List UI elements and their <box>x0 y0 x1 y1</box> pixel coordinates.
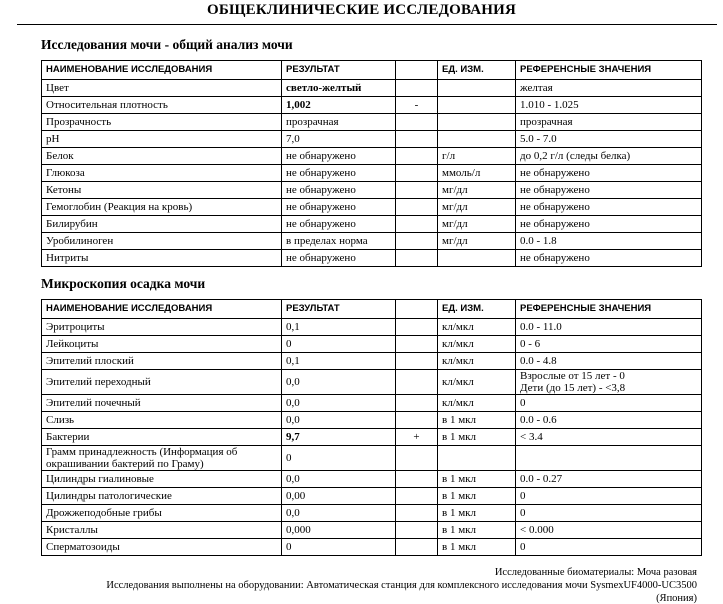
cell-name: Эпителий переходный <box>42 370 282 395</box>
cell-name: Нитриты <box>42 250 282 267</box>
table-row <box>42 165 702 182</box>
cell-ref: 0 <box>516 505 702 522</box>
header-name: НАИМЕНОВАНИЕ ИССЛЕДОВАНИЯ <box>42 300 282 319</box>
cell-ref: 0.0 - 1.8 <box>516 233 702 250</box>
cell-unit <box>438 80 516 97</box>
table-row <box>42 488 702 505</box>
table-row <box>42 182 702 199</box>
cell-unit: в 1 мкл <box>438 505 516 522</box>
cell-flag <box>396 353 438 370</box>
cell-unit <box>438 131 516 148</box>
table-row <box>42 505 702 522</box>
cell-ref: Взрослые от 15 лет - 0 Дети (до 15 лет) - <3,8 <box>516 370 702 395</box>
cell-name: Слизь <box>42 412 282 429</box>
cell-unit: мг/дл <box>438 182 516 199</box>
table-row <box>42 522 702 539</box>
cell-name: Кристаллы <box>42 522 282 539</box>
cell-flag <box>396 199 438 216</box>
cell-flag <box>396 250 438 267</box>
table-row <box>42 199 702 216</box>
header-ref: РЕФЕРЕНСНЫЕ ЗНАЧЕНИЯ <box>516 61 702 80</box>
cell-unit: мг/дл <box>438 216 516 233</box>
table-row <box>42 319 702 336</box>
table-row <box>42 336 702 353</box>
cell-name: Относительная плотность <box>42 97 282 114</box>
cell-result: светло-желтый <box>282 80 396 97</box>
cell-flag <box>396 471 438 488</box>
cell-name: Сперматозоиды <box>42 539 282 556</box>
cell-unit: ммоль/л <box>438 165 516 182</box>
cell-result: не обнаружено <box>282 165 396 182</box>
header-result: РЕЗУЛЬТАТ <box>282 300 396 319</box>
cell-name: Лейкоциты <box>42 336 282 353</box>
cell-ref: 1.010 - 1.025 <box>516 97 702 114</box>
cell-name: Эпителий плоский <box>42 353 282 370</box>
cell-flag <box>396 182 438 199</box>
cell-flag <box>396 80 438 97</box>
cell-ref: 0.0 - 11.0 <box>516 319 702 336</box>
cell-flag <box>396 165 438 182</box>
cell-name: Цилиндры гиалиновые <box>42 471 282 488</box>
cell-unit: кл/мкл <box>438 336 516 353</box>
cell-unit: мг/дл <box>438 199 516 216</box>
cell-flag <box>396 131 438 148</box>
cell-result: не обнаружено <box>282 199 396 216</box>
cell-ref: не обнаружено <box>516 165 702 182</box>
urinalysis-table <box>41 60 702 267</box>
page-title: ОБЩЕКЛИНИЧЕСКИЕ ИССЛЕДОВАНИЯ <box>206 2 517 18</box>
cell-ref: до 0,2 г/л (следы белка) <box>516 148 702 165</box>
cell-ref: 0 - 6 <box>516 336 702 353</box>
cell-name: Эритроциты <box>42 319 282 336</box>
cell-result: 0,1 <box>282 353 396 370</box>
table-header-row <box>42 300 702 319</box>
header-result: РЕЗУЛЬТАТ <box>282 61 396 80</box>
cell-unit: г/л <box>438 148 516 165</box>
cell-flag <box>396 505 438 522</box>
table-row <box>42 370 702 395</box>
table-row <box>42 429 702 446</box>
cell-unit: в 1 мкл <box>438 488 516 505</box>
cell-ref: прозрачная <box>516 114 702 131</box>
cell-result: 0,0 <box>282 370 396 395</box>
cell-unit <box>438 114 516 131</box>
cell-unit <box>438 250 516 267</box>
header-name: НАИМЕНОВАНИЕ ИССЛЕДОВАНИЯ <box>42 61 282 80</box>
footer-equipment: Исследования выполнены на оборудовании: Автоматическая станция для комплексного исследования мочи SysmexUF4000-UC3500 <box>106 580 697 591</box>
cell-flag: - <box>396 97 438 114</box>
header-flag <box>396 61 438 80</box>
table-row <box>42 353 702 370</box>
table-row <box>42 148 702 165</box>
cell-result: 7,0 <box>282 131 396 148</box>
cell-result: не обнаружено <box>282 250 396 267</box>
cell-ref: 0.0 - 4.8 <box>516 353 702 370</box>
cell-ref: 0 <box>516 488 702 505</box>
cell-name: Билирубин <box>42 216 282 233</box>
cell-result: 0,000 <box>282 522 396 539</box>
cell-result: 0,0 <box>282 395 396 412</box>
footer-country: (Япония) <box>656 593 697 604</box>
section-title-microscopy: Микроскопия осадка мочи <box>41 276 206 291</box>
cell-ref: желтая <box>516 80 702 97</box>
cell-result: не обнаружено <box>282 182 396 199</box>
cell-flag <box>396 114 438 131</box>
cell-result: 0,1 <box>282 319 396 336</box>
table-row <box>42 539 702 556</box>
table-row <box>42 233 702 250</box>
cell-unit: в 1 мкл <box>438 471 516 488</box>
cell-flag <box>396 319 438 336</box>
header-unit: ЕД. ИЗМ. <box>438 61 516 80</box>
cell-name: Уробилиноген <box>42 233 282 250</box>
cell-result: 9,7 <box>282 429 396 446</box>
cell-unit: кл/мкл <box>438 353 516 370</box>
cell-flag: + <box>396 429 438 446</box>
header-unit: ЕД. ИЗМ. <box>438 300 516 319</box>
cell-result: 0,00 <box>282 488 396 505</box>
cell-result: не обнаружено <box>282 148 396 165</box>
cell-ref: не обнаружено <box>516 182 702 199</box>
cell-ref: 0.0 - 0.27 <box>516 471 702 488</box>
cell-flag <box>396 539 438 556</box>
section-title-urinalysis: Исследования мочи - общий анализ мочи <box>41 37 293 52</box>
table-row <box>42 412 702 429</box>
cell-flag <box>396 522 438 539</box>
cell-unit: в 1 мкл <box>438 539 516 556</box>
header-ref: РЕФЕРЕНСНЫЕ ЗНАЧЕНИЯ <box>516 300 702 319</box>
cell-ref: < 0.000 <box>516 522 702 539</box>
cell-result: 1,002 <box>282 97 396 114</box>
cell-ref: < 3.4 <box>516 429 702 446</box>
cell-unit: кл/мкл <box>438 319 516 336</box>
table-row <box>42 471 702 488</box>
cell-name: Цилиндры патологические <box>42 488 282 505</box>
cell-result: 0,0 <box>282 505 396 522</box>
cell-ref: 0 <box>516 539 702 556</box>
table-row <box>42 250 702 267</box>
cell-flag <box>396 488 438 505</box>
cell-name: Дрожжеподобные грибы <box>42 505 282 522</box>
cell-unit <box>438 97 516 114</box>
cell-unit: кл/мкл <box>438 395 516 412</box>
cell-ref: 0.0 - 0.6 <box>516 412 702 429</box>
table-row <box>42 114 702 131</box>
footer-biomaterial: Исследованные биоматериалы: Моча разовая <box>494 567 697 578</box>
cell-flag <box>396 336 438 353</box>
header-flag <box>396 300 438 319</box>
cell-unit: в 1 мкл <box>438 412 516 429</box>
cell-result: в пределах норма <box>282 233 396 250</box>
cell-result: 0 <box>282 336 396 353</box>
table-row <box>42 80 702 97</box>
cell-result: прозрачная <box>282 114 396 131</box>
table-row <box>42 97 702 114</box>
cell-name: Бактерии <box>42 429 282 446</box>
table-row <box>42 131 702 148</box>
cell-result: 0,0 <box>282 471 396 488</box>
cell-ref: 5.0 - 7.0 <box>516 131 702 148</box>
cell-unit: в 1 мкл <box>438 429 516 446</box>
cell-result: 0,0 <box>282 412 396 429</box>
cell-unit: мг/дл <box>438 233 516 250</box>
cell-result: 0 <box>282 539 396 556</box>
cell-name: Эпителий почечный <box>42 395 282 412</box>
cell-unit: кл/мкл <box>438 370 516 395</box>
table-header-row <box>42 61 702 80</box>
cell-name: Грамм принадлежность (Информация об окрашивании бактерий по Граму) <box>42 446 282 471</box>
cell-name: Прозрачность <box>42 114 282 131</box>
cell-name: Цвет <box>42 80 282 97</box>
cell-ref <box>516 446 702 471</box>
cell-result: 0 <box>282 446 396 471</box>
cell-flag <box>396 446 438 471</box>
cell-ref: не обнаружено <box>516 216 702 233</box>
cell-result: не обнаружено <box>282 216 396 233</box>
cell-unit <box>438 446 516 471</box>
cell-flag <box>396 216 438 233</box>
table-row <box>42 446 702 471</box>
cell-name: Кетоны <box>42 182 282 199</box>
title-divider <box>17 24 717 25</box>
cell-flag <box>396 395 438 412</box>
cell-name: Глюкоза <box>42 165 282 182</box>
table-row <box>42 395 702 412</box>
cell-name: pH <box>42 131 282 148</box>
table-row <box>42 216 702 233</box>
cell-flag <box>396 233 438 250</box>
microscopy-table <box>41 299 702 556</box>
cell-unit: в 1 мкл <box>438 522 516 539</box>
cell-ref: 0 <box>516 395 702 412</box>
cell-ref: не обнаружено <box>516 199 702 216</box>
cell-flag <box>396 412 438 429</box>
cell-flag <box>396 370 438 395</box>
cell-name: Белок <box>42 148 282 165</box>
cell-name: Гемоглобин (Реакция на кровь) <box>42 199 282 216</box>
cell-flag <box>396 148 438 165</box>
cell-ref: не обнаружено <box>516 250 702 267</box>
